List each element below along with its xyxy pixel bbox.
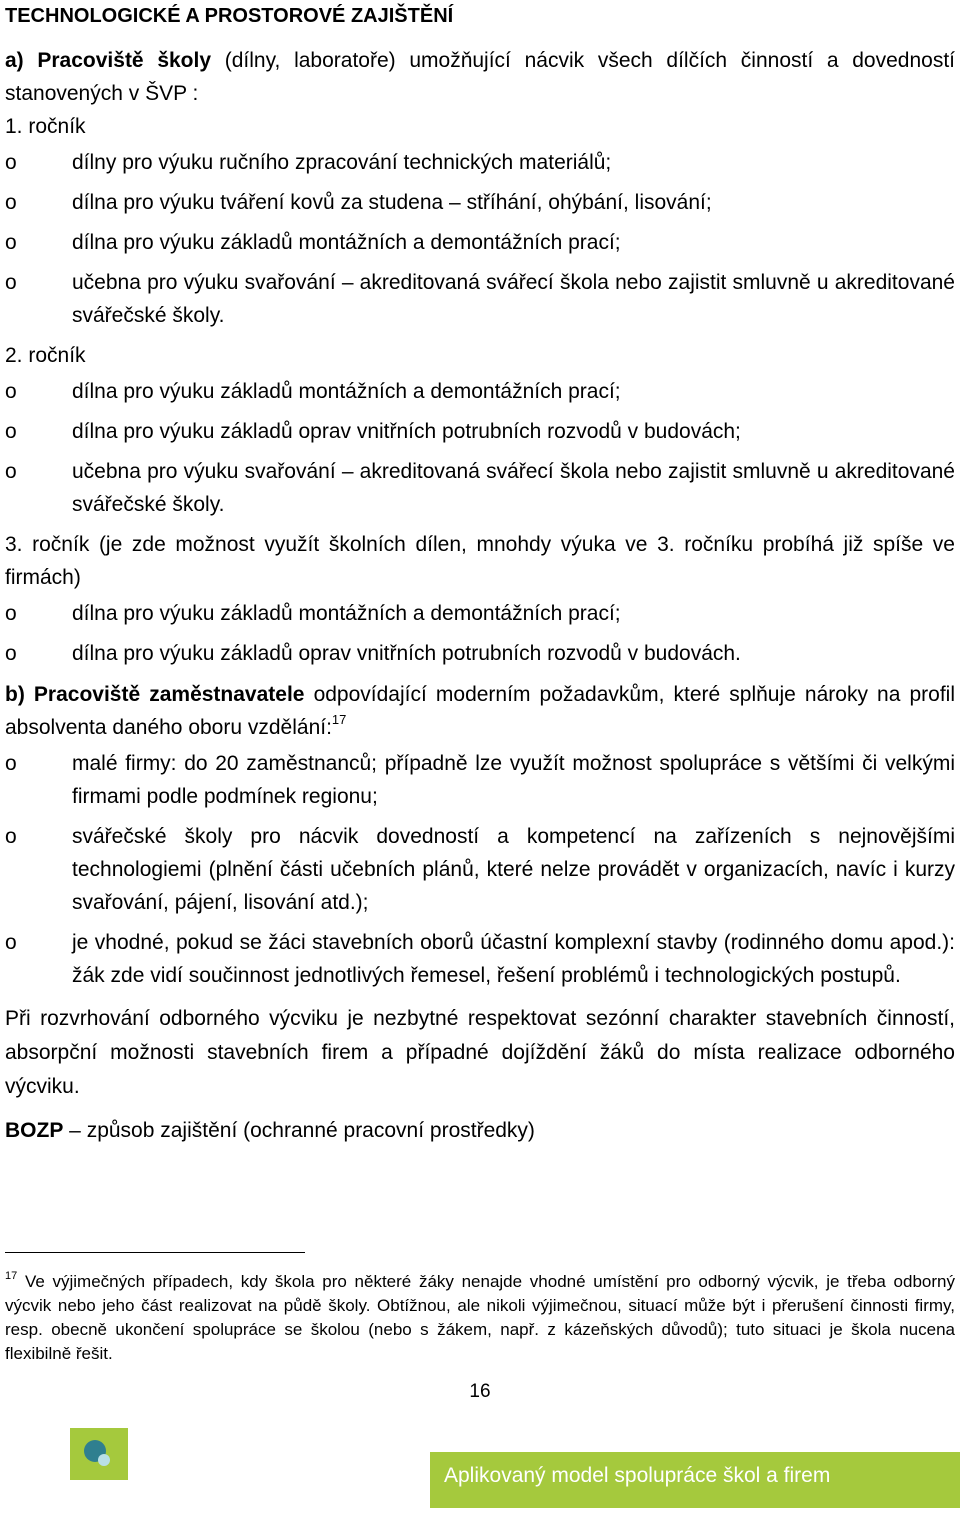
footnote-separator xyxy=(5,1252,305,1253)
section-a-label: a) Pracoviště školy xyxy=(5,49,212,72)
list-item: o dílna pro výuku tváření kovů za studena – stříhání, ohýbání, lisování; xyxy=(5,186,955,219)
year-2-heading: 2. ročník xyxy=(5,344,86,367)
bullet: o xyxy=(5,931,17,954)
bullet: o xyxy=(5,380,17,403)
section-b-label: b) Pracoviště zaměstnavatele xyxy=(5,683,305,706)
list-item: o učebna pro výuku svařování – akreditovaná svářecí škola nebo zajistit smluvně u akreditované svářečské školy. xyxy=(5,455,955,521)
list-item: o učebna pro výuku svařování – akreditovaná svářecí škola nebo zajistit smluvně u akreditované svářečské školy. xyxy=(5,266,955,332)
bullet: o xyxy=(5,191,17,214)
planning-paragraph: Při rozvrhování odborného výcviku je nezbytné respektovat sezónní charakter stavebních činností, absorpční možnosti stavebních firem a případné dojíždění žáků do místa realizace odborného výcviku. xyxy=(5,1007,955,1098)
bullet: o xyxy=(5,825,17,848)
logo-dot-icon xyxy=(98,1454,110,1466)
bullet: o xyxy=(5,271,17,294)
list-item: o dílna pro výuku základů oprav vnitřních potrubních rozvodů v budovách. xyxy=(5,637,955,670)
section-b-text: odpovídající moderním požadavkům, které splňuje nároky na profil absolventa daného oboru vzdělání: xyxy=(5,683,955,739)
year-1-list xyxy=(5,146,955,332)
list-item: o dílna pro výuku základů oprav vnitřních potrubních rozvodů v budovách; xyxy=(5,415,955,448)
bullet: o xyxy=(5,642,17,665)
list-item: o je vhodné, pokud se žáci stavebních oborů účastní komplexní stavby (rodinného domu apod.): žák zde vidí součinnost jednotlivých řemesel, řešení problémů i technologických postupů. xyxy=(5,926,955,992)
section-a-intro xyxy=(5,44,955,110)
bozp-text: – způsob zajištění (ochranné pracovní prostředky) xyxy=(63,1119,535,1142)
section-b-list xyxy=(5,747,955,992)
year-1-heading: 1. ročník xyxy=(5,115,86,138)
footnote-reference[interactable]: 17 xyxy=(331,712,347,727)
footnote-text: Ve výjimečných případech, kdy škola pro některé žáky nenajde vhodné umístění pro odborný výcvik, je třeba odborný výcvik nebo jeho část realizovat na půdě školy. Obtížnou, ale nikoli výjimečnou, situací může být i přerušení činnosti firmy, resp. obecně ukončení spolupráce se školou (nebo s žákem, např. z kázeňských důvodů); tuto situaci je škola nucena flexibilně řešit. xyxy=(5,1272,955,1363)
document-page xyxy=(5,0,955,1147)
page-number: 16 xyxy=(469,1381,491,1402)
section-b-intro xyxy=(5,678,955,744)
bullet: o xyxy=(5,602,17,625)
year-3-heading: 3. ročník (je zde možnost využít školních dílen, mnohdy výuka ve 3. ročníku probíhá již spíše ve firmách) xyxy=(5,533,955,589)
bullet: o xyxy=(5,420,17,443)
year-3-list xyxy=(5,597,955,670)
footer-banner-text: Aplikovaný model spolupráce škol a firem xyxy=(444,1464,831,1487)
footnote-number: 17 xyxy=(5,1270,18,1283)
bullet: o xyxy=(5,460,17,483)
list-item: o dílny pro výuku ručního zpracování technických materiálů; xyxy=(5,146,955,179)
bullet: o xyxy=(5,151,17,174)
list-item: o dílna pro výuku základů montážních a demontážních prací; xyxy=(5,226,955,259)
bullet: o xyxy=(5,752,17,775)
section-a-text: (dílny, laboratoře) umožňující nácvik všech dílčích činností a dovedností stanovených v ŠVP : xyxy=(5,49,956,105)
list-item: o svářečské školy pro nácvik dovedností a kompetencí na zařízeních s nejnovějšími technologiemi (plnění části učebních plánů, které nelze provádět v organizacích, navíc i kurzy svařování, pájení, lisování atd.); xyxy=(5,820,955,919)
list-item: o dílna pro výuku základů montážních a demontážních prací; xyxy=(5,597,955,630)
bullet: o xyxy=(5,231,17,254)
footnote xyxy=(5,1270,955,1366)
bozp-line xyxy=(5,1114,955,1147)
list-item: o malé firmy: do 20 zaměstnanců; případně lze využít možnost spolupráce s většími či velkými firmami podle podmínek regionu; xyxy=(5,747,955,813)
bozp-label: BOZP xyxy=(5,1119,64,1142)
project-logo xyxy=(70,1428,128,1480)
list-item: o dílna pro výuku základů montážních a demontážních prací; xyxy=(5,375,955,408)
footer-banner xyxy=(430,1452,960,1508)
section-title: TECHNOLOGICKÉ A PROSTOROVÉ ZAJIŠTĚNÍ xyxy=(5,5,454,27)
year-2-list xyxy=(5,375,955,521)
